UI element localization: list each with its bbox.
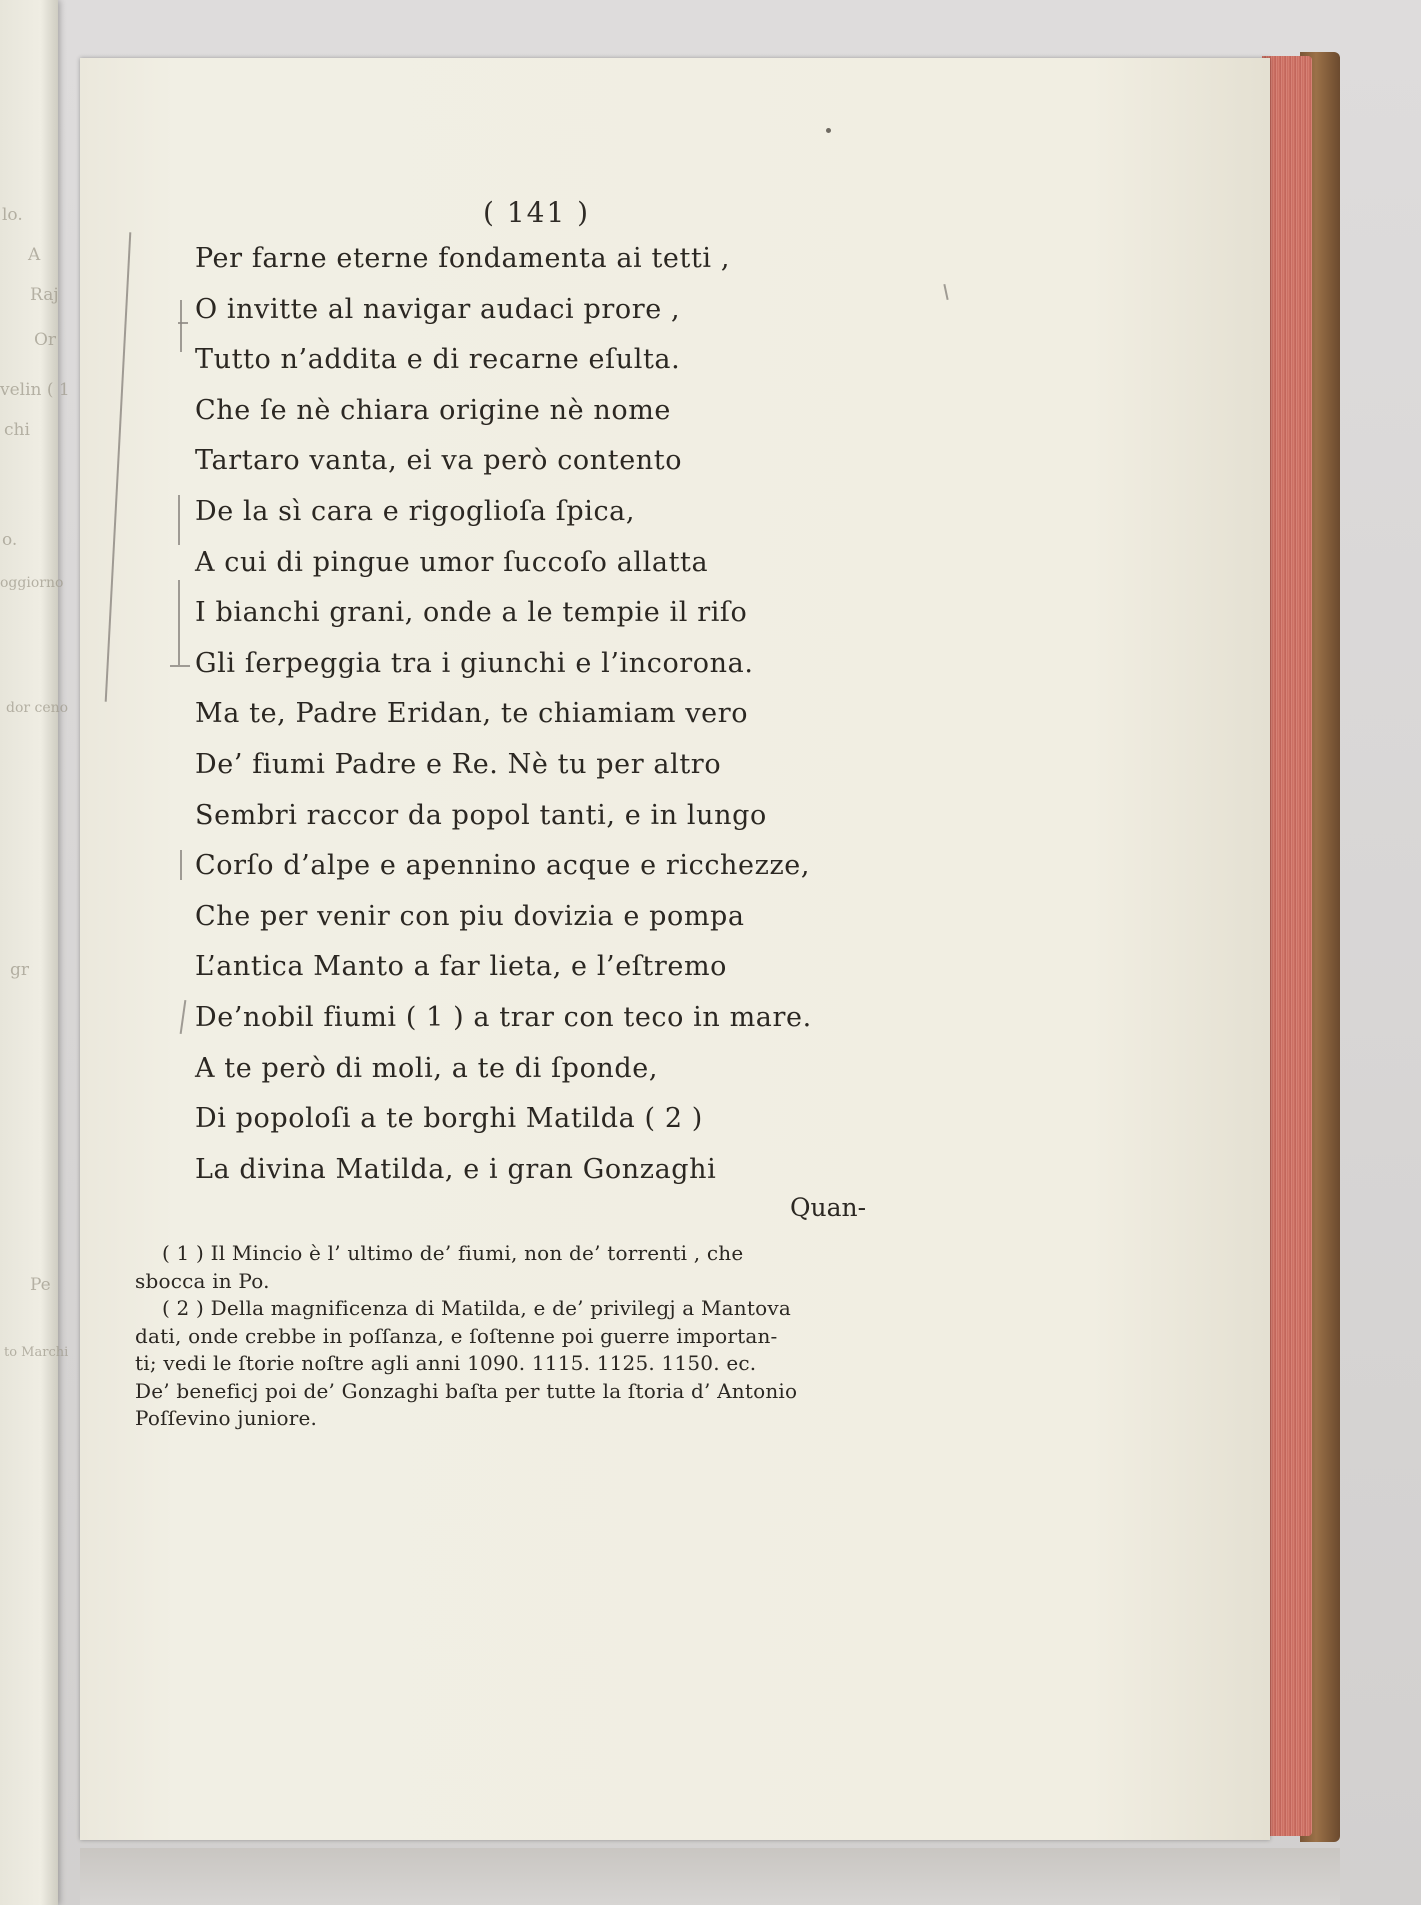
verse-line: L’antica Manto a far lieta, e l’eſtremo	[195, 951, 727, 983]
pencil-bracket	[180, 300, 182, 352]
verse-line: O invitte al navigar audaci prore ,	[195, 293, 681, 325]
verse-line: A cui di pingue umor ſuccoſo allatta	[195, 546, 709, 578]
verse-line: Di popoloſi a te borghi Matilda ( 2 )	[195, 1103, 703, 1135]
verse-line: De’ fiumi Padre e Re. Nè tu per altro	[195, 748, 722, 780]
left-page-fragment: A	[28, 245, 41, 265]
left-page-fragment: Or	[34, 330, 57, 350]
pencil-bracket	[178, 580, 180, 665]
footnotes	[135, 1240, 917, 1433]
footnote-line: ( 2 ) Della magnificenza di Matilda, e de’ privilegj a Mantova	[162, 1296, 791, 1320]
footnote-line: ( 1 ) Il Mincio è l’ ultimo de’ fiumi, non de’ torrenti , che	[162, 1241, 744, 1265]
verse-line: De la sì cara e rigoglioſa ſpica,	[195, 495, 636, 527]
scan-background-bottom	[80, 1848, 1340, 1905]
pencil-bracket-tick	[178, 322, 188, 324]
left-page-fragment: to Marchi	[4, 1345, 69, 1360]
verse-line: Tartaro vanta, ei va però contento	[195, 445, 683, 477]
left-page-fragment: Raj	[30, 285, 59, 305]
left-page-fragment: o.	[2, 530, 18, 550]
footnote-line: Poſſevino juniore.	[135, 1406, 318, 1430]
footnote-line: ti; vedi le ſtorie noſtre agli anni 1090. 1115. 1125. 1150. ec.	[135, 1351, 757, 1375]
verse-line: La divina Matilda, e i gran Gonzaghi	[195, 1153, 717, 1185]
left-page-fragment: gr	[10, 960, 30, 980]
verse-line: Che per venir con piu dovizia e pompa	[195, 900, 745, 932]
pencil-bracket	[178, 495, 180, 545]
verse-line: Per farne eterne fondamenta ai tetti ,	[195, 243, 730, 274]
previous-page-edge	[0, 0, 70, 1905]
footnote-line: dati, onde crebbe in poſſanza, e ſoſtenne poi guerre importan-	[135, 1323, 778, 1348]
left-page-fragment: Pe	[30, 1275, 51, 1295]
footnote-line: De’ beneficj poi de’ Gonzaghi baſta per tutte la ſtoria d’ Antonio	[135, 1378, 798, 1403]
left-page-fragment: oggiorno	[0, 575, 64, 591]
verse-line: Che ſe nè chiara origine nè nome	[195, 394, 671, 426]
footnote-line: sbocca in Po.	[135, 1268, 270, 1293]
catchword: Quan-	[790, 1193, 867, 1222]
left-page-fragment: lo.	[2, 205, 23, 225]
verse-line: Corſo d’alpe e apennino acque e ricchezze,	[195, 850, 811, 882]
pencil-bracket	[180, 850, 182, 880]
verse-block	[195, 234, 875, 1195]
verse-line: I bianchi grani, onde a le tempie il riſo	[195, 597, 748, 629]
left-page-fragment: velin ( 1	[0, 380, 70, 400]
verse-line: Ma te, Padre Eridan, te chiamiam vero	[195, 698, 749, 730]
verse-line: De’nobil fiumi ( 1 ) a trar con teco in mare.	[195, 1001, 812, 1033]
verse-line: Gli ſerpeggia tra i giunchi e l’incorona.	[195, 647, 754, 679]
verse-line: A te però di moli, a te di ſponde,	[195, 1052, 659, 1084]
page-number: ( 141 )	[483, 196, 591, 229]
left-page-fragment: dor ceno	[6, 700, 69, 716]
verse-line: Tutto n’addita e di recarne eſulta.	[195, 344, 681, 376]
pencil-bracket-tick	[170, 665, 190, 667]
ink-speck	[826, 128, 831, 133]
verse-line: Sembri raccor da popol tanti, e in lungo	[195, 799, 767, 831]
left-page-fragment: chi	[4, 420, 30, 440]
